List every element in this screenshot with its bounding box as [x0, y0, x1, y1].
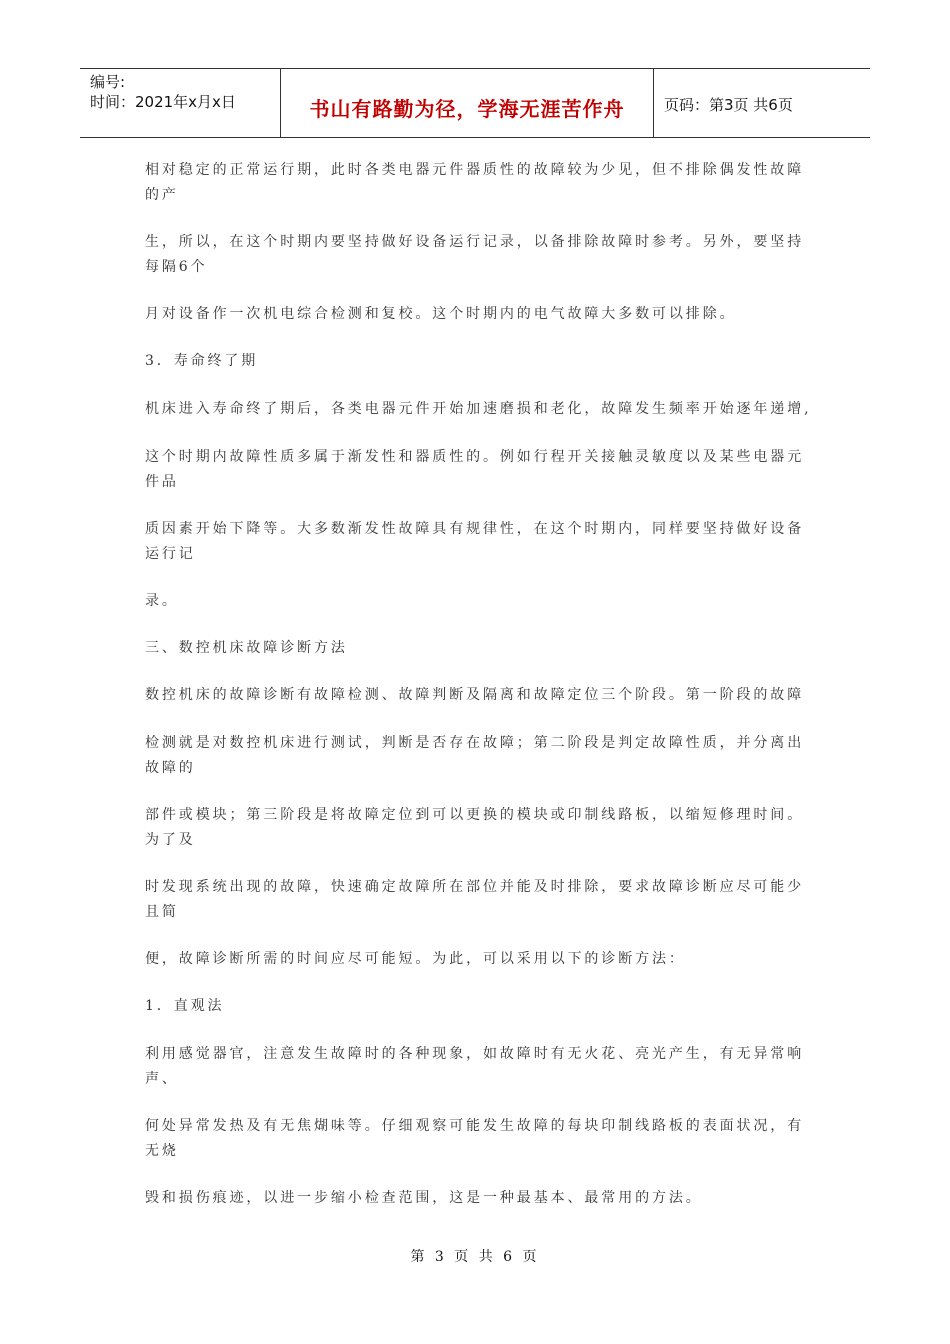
header-right-cell — [654, 69, 870, 137]
body-line: 无烧 — [145, 1143, 179, 1159]
body-line: 为了及 — [145, 832, 196, 848]
body-line: 毁和损伤痕迹，以进一步缩小检查范围，这是一种最基本、最常用的方法。 — [145, 1190, 703, 1206]
body-line: 且简 — [145, 904, 179, 920]
body-line: 数控机床的故障诊断有故障检测、故障判断及隔离和故障定位三个阶段。第一阶段的故障 — [145, 687, 805, 703]
body-line: 利用感觉器官，注意发生故障时的各种现象，如故障时有无火花、亮光产生，有无异常响 — [145, 1046, 805, 1062]
header-motto-cell — [281, 69, 654, 137]
body-line: 声、 — [145, 1071, 179, 1087]
body-line: 便，故障诊断所需的时间应尽可能短。为此，可以采用以下的诊断方法： — [145, 951, 686, 967]
body-line: 机床进入寿命终了期后，各类电器元件开始加速磨损和老化，故障发生频率开始逐年递增, — [145, 401, 812, 417]
body-line: 月对设备作一次机电综合检测和复校。这个时期内的电气故障大多数可以排除。 — [145, 306, 737, 322]
body-line: 时发现系统出现的故障，快速确定故障所在部位并能及时排除，要求故障诊断应尽可能少 — [145, 879, 805, 895]
page-header — [80, 68, 870, 138]
body-line: 质因素开始下降等。大多数渐发性故障具有规律性，在这个时期内，同样要坚持做好设备 — [145, 521, 805, 537]
body-line: 相对稳定的正常运行期，此时各类电器元件器质性的故障较为少见，但不排除偶发性故障 — [145, 162, 805, 178]
body-line: 运行记 — [145, 546, 196, 562]
header-left-cell — [80, 69, 281, 137]
document-number-label: 编号: — [90, 73, 126, 91]
body-line: 录。 — [145, 593, 179, 609]
body-line: 部件或模块；第三阶段是将故障定位到可以更换的模块或印制线路板，以缩短修理时间。 — [145, 807, 805, 823]
body-line: 检测就是对数控机床进行测试，判断是否存在故障；第二阶段是判定故障性质，并分离出 — [145, 735, 805, 751]
header-page-code: 页码：第3页 共6页 — [664, 96, 793, 114]
header-motto: 书山有路勤为径，学海无涯苦作舟 — [309, 97, 625, 121]
body-line: 生，所以，在这个时期内要坚持做好设备运行记录，以备排除故障时参考。另外，要坚持 — [145, 234, 805, 250]
section-heading: 1．直观法 — [145, 998, 225, 1014]
document-time-label: 时间：2021年x月x日 — [90, 93, 236, 111]
body-line: 的产 — [145, 187, 179, 203]
body-line: 每隔6个 — [145, 259, 208, 275]
body-line: 何处异常发热及有无焦煳味等。仔细观察可能发生故障的每块印制线路板的表面状况，有 — [145, 1118, 805, 1134]
body-line: 件品 — [145, 474, 179, 490]
page-footer: 第 3 页 共 6 页 — [410, 1249, 540, 1265]
body-line: 这个时期内故障性质多属于渐发性和器质性的。例如行程开关接触灵敏度以及某些电器元 — [145, 449, 805, 465]
section-heading: 3．寿命终了期 — [145, 353, 259, 369]
body-line: 故障的 — [145, 760, 196, 776]
section-heading: 三、数控机床故障诊断方法 — [145, 640, 348, 656]
